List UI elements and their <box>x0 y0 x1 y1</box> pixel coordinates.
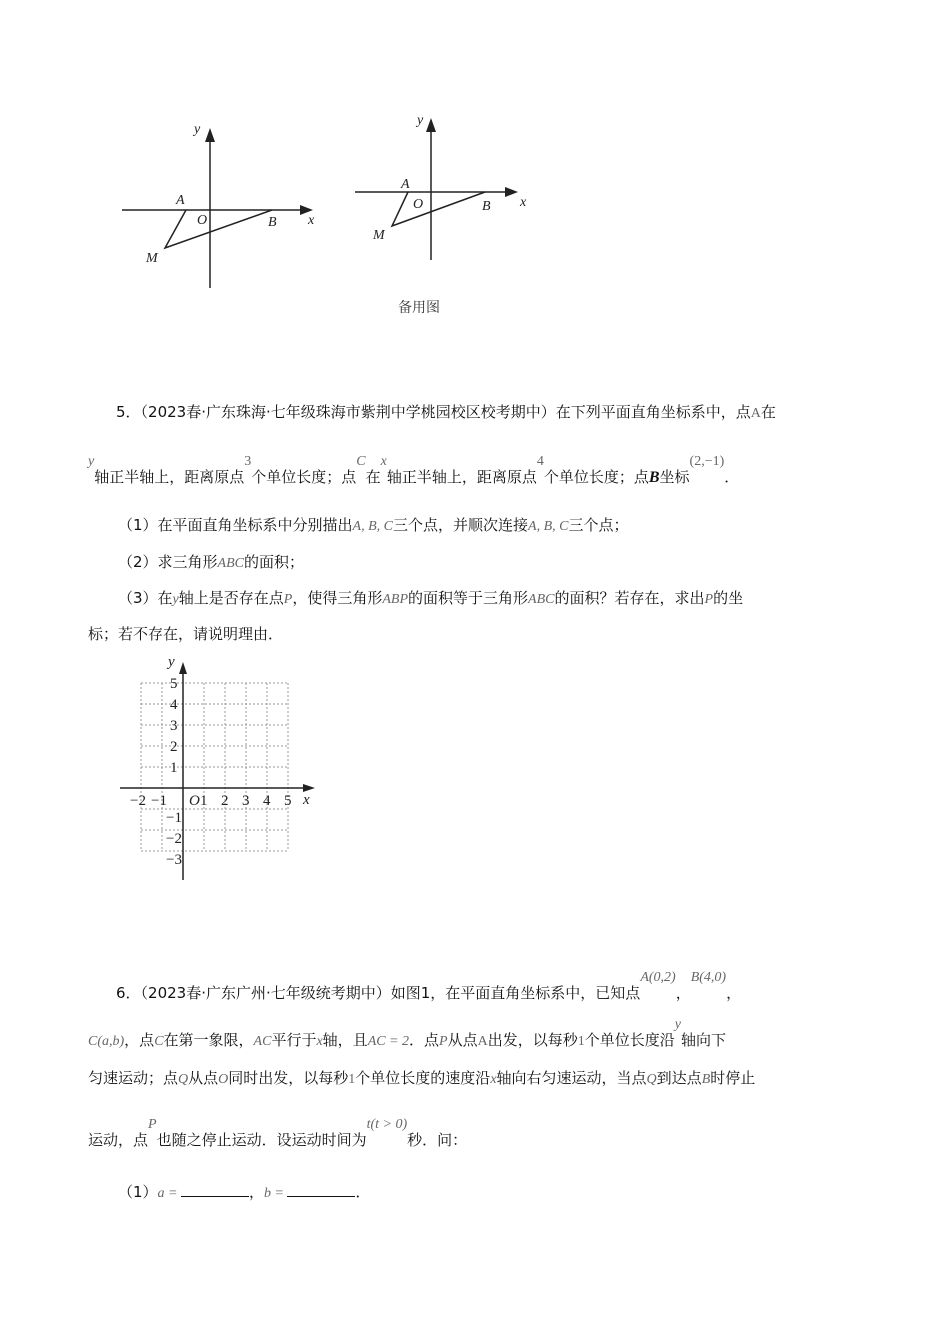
math-text: t(t > 0) <box>366 1117 408 1132</box>
x-tick-label: 1 <box>200 793 208 809</box>
math-text: y <box>674 1017 681 1032</box>
figure-caption: 备用图 <box>398 300 440 316</box>
math-text: P <box>283 592 293 607</box>
text: 三个点，并顺次连接 <box>393 516 529 534</box>
q6-line <box>118 1182 370 1204</box>
q5-line <box>118 552 304 574</box>
math-text: P <box>148 1117 157 1132</box>
text: 轴，且 <box>322 1031 368 1049</box>
coordinate-grid <box>110 650 320 885</box>
y-tick-label: 5 <box>170 676 178 692</box>
label-b: B <box>482 199 491 214</box>
y-tick-label: −2 <box>166 831 182 847</box>
math-text: C <box>154 1034 164 1049</box>
text: 在 <box>365 468 381 486</box>
text: 出发，以每秒 <box>487 1031 578 1049</box>
math-text: B <box>648 469 660 486</box>
label-o: O <box>413 197 424 212</box>
text: 同时出发，以每秒 <box>228 1069 349 1087</box>
math-text: B(4,0) <box>690 970 727 985</box>
text: 在第一象限， <box>163 1031 254 1049</box>
label-a: A <box>176 193 185 208</box>
label-y: y <box>417 113 424 128</box>
label-x: x <box>520 195 527 210</box>
math-text: O <box>218 1072 229 1087</box>
x-tick-label: 4 <box>263 793 271 809</box>
y-tick-label: −3 <box>166 852 182 868</box>
figure-triangle-amb <box>110 100 330 300</box>
math-text: 4 <box>536 454 544 469</box>
label-x: x <box>308 213 315 228</box>
label-a: A <box>401 177 410 192</box>
q6-line <box>116 970 742 1005</box>
text: ，点 <box>124 1031 155 1049</box>
text: 的面积等于三角形 <box>408 589 529 607</box>
math-text: ABC <box>217 556 244 571</box>
text: ， <box>675 984 691 1002</box>
text: 轴正半轴上，距离原点 <box>386 468 537 486</box>
text: 在 <box>760 403 776 421</box>
text: 的面积？若存在，求出 <box>554 589 705 607</box>
label-y: y <box>194 122 201 137</box>
text: 轴向右匀速运动，当点 <box>496 1069 647 1087</box>
label-b: B <box>268 215 277 230</box>
math-text: a = <box>157 1186 181 1201</box>
q5-line <box>88 624 283 644</box>
math-text: y <box>88 454 95 469</box>
math-text: (2,−1) <box>689 454 725 469</box>
text: ，使得三角形 <box>292 589 383 607</box>
text: 标；若不存在，请说明理由． <box>88 625 284 643</box>
text: （2）求三角形 <box>118 553 218 571</box>
q6-line <box>88 1068 755 1090</box>
text: 从点 <box>447 1031 478 1049</box>
math-text: C(a,b) <box>88 1034 125 1049</box>
math-text: 3 <box>244 454 252 469</box>
text: 6．（2023春·广东广州·七年级统考期中）如图1，在平面直角坐标系中，已知点 <box>116 984 641 1002</box>
text: 运动，点 <box>88 1131 149 1149</box>
y-tick-label: 1 <box>170 760 178 776</box>
text: 坐标 <box>659 468 690 486</box>
math-text: A, B, C <box>352 519 393 534</box>
text: 平行于 <box>271 1031 317 1049</box>
label-origin: O <box>189 793 200 809</box>
text: 时停止 <box>710 1069 756 1087</box>
text: 个单位长度的速度沿 <box>355 1069 491 1087</box>
x-tick-label: −1 <box>151 793 167 809</box>
answer-blank[interactable] <box>181 1182 249 1197</box>
math-text: B <box>701 1072 711 1087</box>
q6-line <box>88 1017 727 1052</box>
math-text: P <box>704 592 714 607</box>
triangle-amb <box>165 210 272 248</box>
text: （1） <box>118 1183 158 1201</box>
math-text: x <box>316 1034 323 1049</box>
math-text: ABP <box>382 592 409 607</box>
text: 从点 <box>188 1069 219 1087</box>
text: 三个点； <box>568 516 629 534</box>
text: 个单位长度；点 <box>543 468 649 486</box>
math-text: A <box>750 406 761 421</box>
text: 轴正半轴上，距离原点 <box>94 468 245 486</box>
text: （3）在 <box>118 589 173 607</box>
x-arrow-icon <box>303 784 315 792</box>
math-text: AC <box>253 1034 272 1049</box>
text: 的坐 <box>713 589 744 607</box>
math-text: ABC <box>528 592 555 607</box>
y-tick-label: 3 <box>170 718 178 734</box>
text: ． <box>724 468 740 486</box>
text: 个单位长度；点 <box>251 468 357 486</box>
y-arrow-icon <box>426 118 436 132</box>
text: 5．（2023春·广东珠海·七年级珠海市紫荆中学桃园校区校考期中）在下列平面直角坐标系中，点 <box>116 403 751 421</box>
text: ， <box>726 984 742 1002</box>
figure-spare-diagram <box>345 100 545 270</box>
math-text: A, B, C <box>528 519 569 534</box>
text: ， <box>249 1183 265 1201</box>
y-tick-label: 4 <box>170 697 178 713</box>
q6-line <box>88 1117 468 1152</box>
x-tick-label: 5 <box>284 793 292 809</box>
math-text: A(0,2) <box>640 970 676 985</box>
text: ． <box>355 1183 371 1201</box>
math-text: 1 <box>348 1072 356 1087</box>
answer-blank[interactable] <box>287 1182 355 1197</box>
label-m: M <box>146 251 158 266</box>
text: 轴向下 <box>681 1031 727 1049</box>
q5-line <box>88 454 740 489</box>
label-m: M <box>373 228 385 243</box>
q5-line <box>116 402 776 424</box>
math-text: AC = 2 <box>367 1034 410 1049</box>
y-arrow-icon <box>179 662 187 674</box>
text: 到达点 <box>656 1069 702 1087</box>
label-y: y <box>168 654 175 670</box>
math-text: x <box>380 454 387 469</box>
text: ．点 <box>409 1031 440 1049</box>
text: （1）在平面直角坐标系中分别描出 <box>118 516 353 534</box>
math-text: Q <box>646 1072 657 1087</box>
text: 的面积； <box>244 553 305 571</box>
x-tick-label: 3 <box>242 793 250 809</box>
math-text: 1 <box>577 1034 585 1049</box>
y-tick-label: 2 <box>170 739 178 755</box>
math-text: b = <box>264 1186 288 1201</box>
math-text: C <box>356 454 366 469</box>
q5-line <box>118 588 743 610</box>
label-o: O <box>197 213 208 228</box>
x-tick-label: 2 <box>221 793 229 809</box>
y-arrow-icon <box>205 128 215 142</box>
text: 个单位长度沿 <box>584 1031 675 1049</box>
math-text: y <box>172 592 179 607</box>
label-x: x <box>303 792 310 808</box>
text: 轴上是否存在点 <box>178 589 284 607</box>
math-text: P <box>439 1034 448 1049</box>
x-tick-label: −2 <box>130 793 146 809</box>
math-text: Q <box>178 1072 189 1087</box>
math-text: x <box>490 1072 497 1087</box>
math-text: A <box>477 1034 488 1049</box>
text: 也随之停止运动．设运动时间为 <box>156 1131 367 1149</box>
text: 秒．问： <box>407 1131 468 1149</box>
text: 匀速运动；点 <box>88 1069 179 1087</box>
q5-line <box>118 515 628 537</box>
y-tick-label: −1 <box>166 810 182 826</box>
x-arrow-icon <box>505 187 518 197</box>
